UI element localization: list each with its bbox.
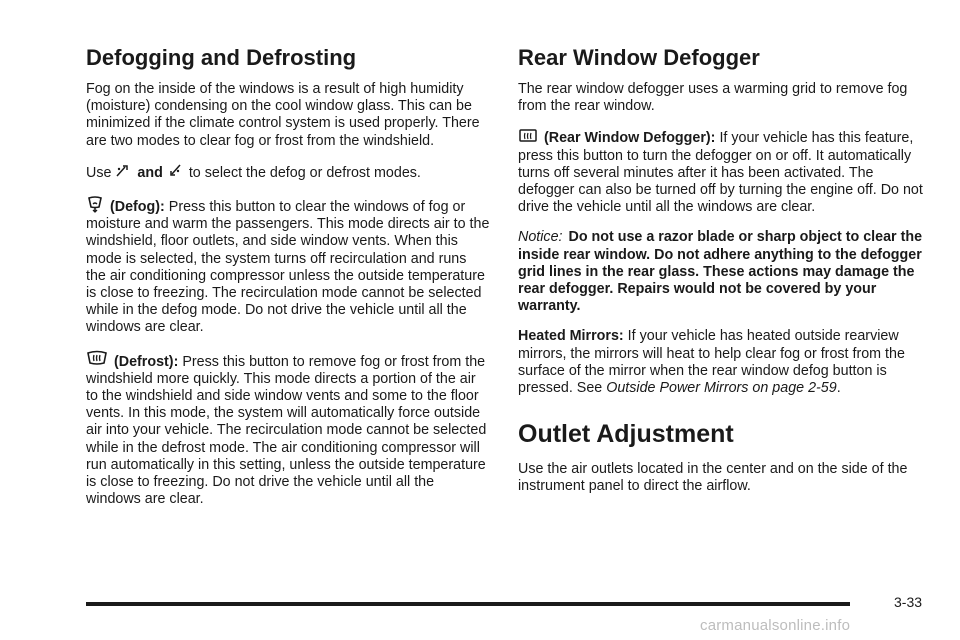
heated-mirrors-end: .	[836, 380, 841, 397]
rear-defogger-text: If your vehicle has this feature, press this button to turn the defogger on or off. It automatically turns off several minutes after it has been activated. The defogger can also be turned off by turning the engine off. Do not drive the vehicle until all the windows are clear.	[518, 130, 923, 216]
outside-mirrors-link[interactable]: Outside Power Mirrors on page 2-59	[606, 380, 837, 397]
rear-defogger-term: (Rear Window Defogger):	[544, 130, 716, 147]
heated-mirrors-term: Heated Mirrors:	[518, 328, 624, 345]
rear-defogger-heading: Rear Window Defogger	[518, 45, 760, 70]
mode-select-line	[86, 163, 490, 182]
defrost-text: Press this button to remove fog or frost from the windshield more quickly. This mode directs a portion of the air to the windshield and side window vents and some to the floor vents. In this mode, the system will automatically force outside air into your vehicle. The recirculation mode cannot be selected while in the defrost mode. The air conditioning compressor will run automatically in this setting, unless the outside temperature is close to freezing. Do not drive the vehicle until all the windows are clear.	[86, 353, 487, 508]
defog-term: (Defog):	[110, 199, 165, 216]
outlet-heading: Outlet Adjustment	[518, 420, 734, 449]
rear-defogger-paragraph	[518, 128, 924, 216]
heated-mirrors-paragraph	[518, 328, 924, 397]
left-column	[86, 44, 490, 521]
defogging-heading: Defogging and Defrosting	[86, 45, 357, 70]
heated-mirrors-text: If your vehicle has heated outside rearview mirrors, the mirrors will heat to help clear fog or frost from the surface of the mirror when the rear window defog button is pressed. See	[518, 328, 905, 397]
defog-text: Press this button to clear the windows of fog or moisture and warm the passengers. This mode directs air to the windshield, floor outlets, and side window vents. When this mode is selected, the system turns off recirculation and runs the air conditioning compressor unless the outside temperature is close to freezing. The recirculation mode cannot be selected while in the defog mode. Do not drive the vehicle until all the windows are clear.	[86, 199, 490, 336]
use-prefix: Use	[86, 164, 112, 181]
outlet-text: Use the air outlets located in the center and on the side of the instrument panel to direct the airflow.	[518, 461, 908, 495]
footer-rule	[86, 602, 850, 606]
defrost-paragraph	[86, 350, 490, 509]
notice-label: Notice:	[518, 229, 563, 246]
use-suffix: to select the defog or defrost modes.	[188, 164, 421, 181]
defogging-intro: Fog on the inside of the windows is a result of high humidity (moisture) condensing on the cool window glass. This can be minimized if the climate control system is used properly. There are two modes to clear fog or frost from the windshield.	[86, 81, 480, 149]
rear-defogger-icon	[518, 128, 538, 144]
rear-defogger-intro: The rear window defogger uses a warming grid to remove fog from the rear window.	[518, 81, 908, 115]
defrost-icon	[86, 350, 108, 368]
notice-text: Do not use a razor blade or sharp object to clear the inside rear window. Do not adhere anything to the defogger grid lines in the rear glass. These actions may damage the rear defogger. Repairs would not be covered by your warranty.	[518, 229, 923, 315]
defog-paragraph	[86, 195, 490, 337]
defrost-term: (Defrost):	[114, 353, 179, 370]
defog-icon	[86, 195, 104, 213]
and-word: and	[137, 164, 163, 181]
airflow-up-icon	[115, 163, 131, 179]
right-column	[518, 44, 924, 509]
watermark: carmanualsonline.info	[700, 617, 851, 634]
airflow-down-icon	[167, 163, 183, 179]
notice-paragraph	[518, 229, 924, 315]
page-number: 3-33	[894, 594, 923, 610]
